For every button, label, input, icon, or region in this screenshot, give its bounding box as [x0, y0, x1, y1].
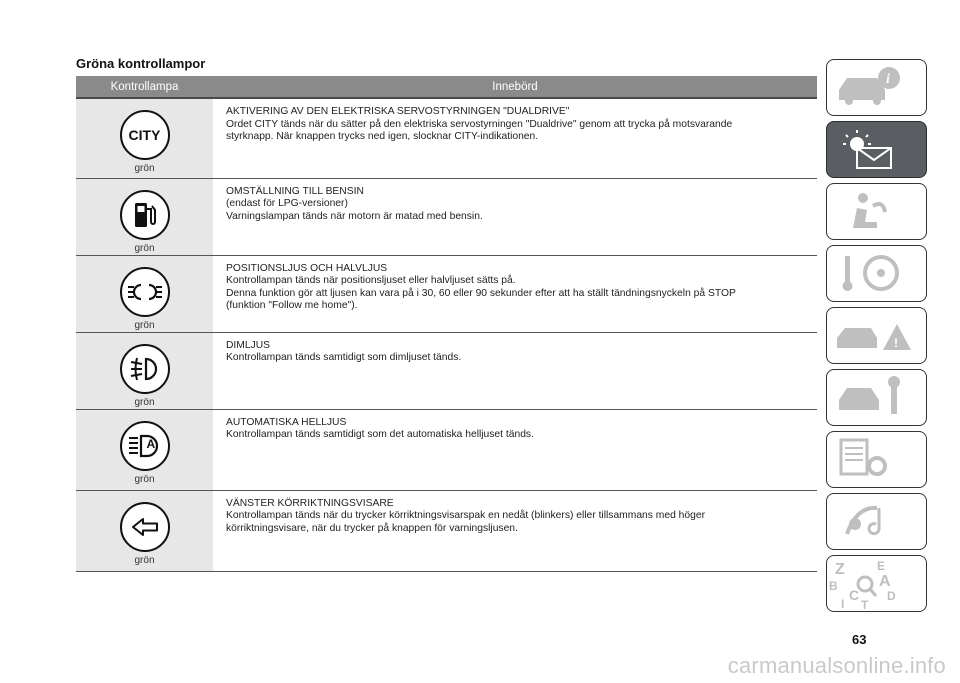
multimedia-icon — [827, 494, 925, 548]
index-letter: I — [841, 597, 845, 610]
description-text: Kontrollampan tänds samtidigt som det automatiska helljuset tänds. — [226, 429, 534, 441]
lamp-color-label: grön — [134, 473, 155, 485]
car-crash-warning-icon — [827, 308, 925, 362]
description-cell — [213, 332, 817, 409]
fog-light-icon — [120, 344, 170, 394]
tab-warning-lights[interactable] — [826, 121, 927, 178]
description-text: körriktningsvisare, när du trycker på knappen för varningsljusen. — [226, 522, 518, 534]
description-text: Denna funktion gör att ljusen kan vara på i 30, 60 eller 90 sekunder efter att ha ställt tändningsnyckeln på STOP — [226, 287, 736, 299]
warning-light-envelope-icon — [827, 122, 925, 176]
lamp-color-label: grön — [134, 554, 155, 566]
description-heading: AKTIVERING AV DEN ELEKTRISKA SERVOSTYRNINGEN "DUALDRIVE" — [226, 106, 570, 117]
specifications-gear-icon — [827, 432, 925, 486]
warning-lamp-table — [76, 76, 817, 572]
fuel-pump-icon — [120, 190, 170, 240]
lamp-color-label: grön — [134, 242, 155, 254]
tab-index[interactable] — [826, 555, 927, 612]
table-row — [76, 178, 817, 255]
description-text: styrknapp. När knappen trycks ned igen, slocknar CITY-indikationen. — [226, 131, 539, 143]
description-text: Kontrollampan tänds när positionsljuset eller halvljuset sätts på. — [226, 275, 516, 287]
description-cell — [213, 178, 817, 255]
description-text: Varningslampan tänds när motorn är matad med bensin. — [226, 210, 483, 222]
table-row — [76, 332, 817, 409]
description-text: Ordet CITY tänds när du sätter på den elektriska servostyrningen "Dualdrive" genom att trycka på motsvarande — [226, 118, 733, 130]
car-wrench-icon — [827, 370, 925, 424]
watermark-text: carmanualsonline.info — [727, 653, 946, 678]
icon-cell — [76, 332, 213, 409]
chapter-sidebar — [826, 0, 930, 683]
icon-cell — [76, 255, 213, 332]
table-row — [76, 409, 817, 490]
position-lights-icon — [120, 267, 170, 317]
lamp-color-label: grön — [134, 163, 155, 174]
description-heading: DIMLJUS — [226, 339, 271, 351]
tab-car-info[interactable] — [826, 59, 927, 116]
index-letter: E — [877, 559, 886, 573]
description-heading: OMSTÄLLNING TILL BENSIN — [226, 185, 364, 197]
seat-airbag-icon — [827, 184, 925, 238]
alphabetical-index-icon — [827, 556, 925, 610]
description-cell — [213, 409, 817, 490]
header-kontrollampa: Kontrollampa — [76, 76, 213, 98]
car-info-icon — [827, 60, 925, 114]
index-letter: Z — [835, 561, 845, 578]
description-text: Kontrollampan tänds när du trycker körriktningsvisarspak en nedåt (blinkers) eller tillsammans med höger — [226, 510, 706, 522]
index-letter: C — [849, 587, 860, 603]
tab-emergency[interactable] — [826, 307, 927, 364]
description-cell — [213, 98, 817, 178]
header-innebord: Innebörd — [213, 76, 817, 98]
city-icon — [120, 110, 170, 160]
index-letter: B — [829, 579, 838, 593]
description-heading: VÄNSTER KÖRRIKTNINGSVISARE — [226, 497, 394, 509]
lamp-color-label: grön — [134, 319, 155, 331]
description-text: Kontrollampan tänds samtidigt som dimljuset tänds. — [226, 352, 462, 364]
page-number: 63 — [852, 632, 867, 647]
section-title: Gröna kontrollampor — [76, 56, 206, 71]
lamp-color-label: grön — [134, 396, 155, 408]
table-header-row — [76, 76, 817, 98]
icon-cell — [76, 178, 213, 255]
description-cell — [213, 490, 817, 571]
tab-safety[interactable] — [826, 183, 927, 240]
svg-text:!: ! — [894, 336, 898, 350]
table-row — [76, 98, 817, 178]
tab-maintenance[interactable] — [826, 369, 927, 426]
description-heading: AUTOMATISKA HELLJUS — [226, 416, 347, 428]
icon-cell — [76, 490, 213, 571]
table-row — [76, 490, 817, 571]
description-heading: POSITIONSLJUS OCH HALVLJUS — [226, 262, 388, 274]
index-letter: A — [879, 573, 891, 590]
svg-text:i: i — [886, 72, 890, 87]
auto-headlight-icon — [120, 421, 170, 471]
key-steering-wheel-icon — [827, 246, 925, 300]
icon-cell — [76, 98, 213, 178]
index-letter: D — [887, 589, 896, 603]
icon-cell — [76, 409, 213, 490]
tab-multimedia[interactable] — [826, 493, 927, 550]
auto-headlight-letter: A — [146, 436, 156, 451]
city-icon-text: CITY — [128, 127, 161, 143]
left-turn-signal-icon — [120, 502, 170, 552]
tab-specifications[interactable] — [826, 431, 927, 488]
description-text: (endast för LPG-versioner) — [226, 198, 348, 210]
description-cell — [213, 255, 817, 332]
description-text: (funktion "Follow me home"). — [226, 300, 358, 312]
index-letter: T — [861, 598, 869, 610]
tab-starting-driving[interactable] — [826, 245, 927, 302]
table-row — [76, 255, 817, 332]
